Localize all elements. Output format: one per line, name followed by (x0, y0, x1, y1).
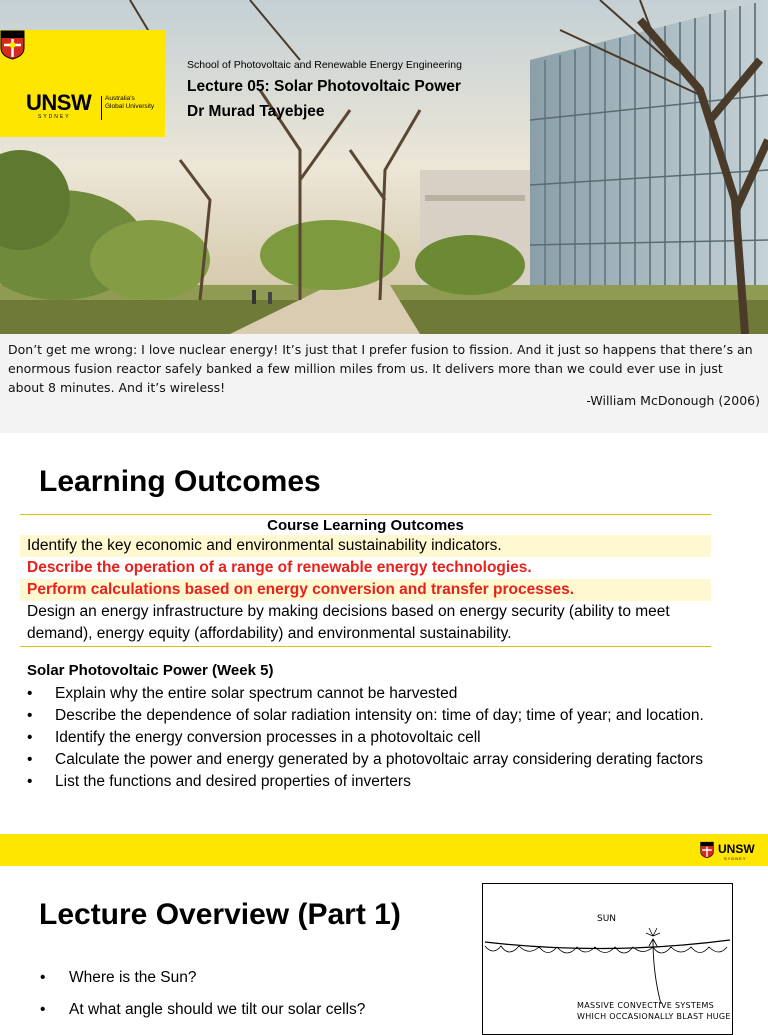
unsw-crest-icon (0, 30, 25, 60)
comic-caption-line: MASSIVE CONVECTIVE SYSTEMS (577, 1001, 715, 1010)
list-item: • Where is the Sun? (40, 962, 365, 994)
list-item: • At what angle should we tilt our solar cells? (40, 994, 365, 1026)
footer-logo-place: SYDNEY (724, 856, 747, 861)
slide-title: Lecture Overview (Part 1) (39, 898, 401, 931)
footer-bar (0, 834, 768, 866)
footer-logo (700, 840, 760, 862)
table-row: Identify the key economic and environmental sustainability indicators. (20, 535, 711, 557)
overview-list (40, 962, 365, 1026)
comic-sun-label: SUN (597, 914, 617, 924)
table-header: Course Learning Outcomes (20, 514, 711, 535)
logo-divider (101, 96, 102, 120)
xkcd-comic (482, 883, 733, 1035)
course-learning-outcomes-table (20, 514, 711, 647)
quote-attribution: -William McDonough (2006) (586, 393, 760, 408)
list-item: • Explain why the entire solar spectrum cannot be harvested (27, 683, 742, 705)
learning-outcomes-slide (0, 433, 768, 866)
list-item: • List the functions and desired properties of inverters (27, 771, 742, 793)
title-slide (0, 0, 768, 433)
lecture-overview-slide (0, 866, 768, 1024)
list-item: • Identify the energy conversion processes in a photovoltaic cell (27, 727, 742, 749)
week-outcomes-list (27, 683, 742, 793)
unsw-crest-icon (700, 840, 714, 860)
footer-logo-wordmark: UNSW (718, 842, 755, 856)
lecturer-name: Dr Murad Tayebjee (187, 103, 325, 120)
quote-band (0, 334, 768, 433)
table-row: Design an energy infrastructure by making decisions based on energy security (ability to meet demand), energy equity (affordability) and environmental sustainability. (20, 601, 711, 647)
table-row-highlighted: Describe the operation of a range of renewable energy technologies. (27, 559, 532, 576)
quote-text: Don’t get me wrong: I love nuclear energy! It’s just that I prefer fusion to fission. And it just so happens that there’s an enormous fusion reactor safely banked a few million miles from us. It delivers more than we could ever use in just about 8 minutes. And it’s wireless! (8, 342, 753, 395)
list-item: • Calculate the power and energy generated by a photovoltaic array considering derating factors (27, 749, 742, 771)
slide-title: Learning Outcomes (39, 465, 321, 498)
logo-wordmark: UNSW (26, 90, 92, 115)
unsw-logo (0, 30, 165, 137)
logo-place: SYDNEY (38, 114, 71, 120)
school-name: School of Photovoltaic and Renewable Energy Engineering (187, 59, 462, 71)
campus-photo (0, 0, 768, 334)
list-item: • Describe the dependence of solar radiation intensity on: time of day; time of year; and location. (27, 705, 742, 727)
comic-caption (577, 1000, 731, 1022)
week-heading: Solar Photovoltaic Power (Week 5) (27, 662, 274, 679)
comic-caption-line: WHICH OCCASIONALLY BLAST HUGE (577, 1012, 731, 1021)
lecture-title: Lecture 05: Solar Photovoltaic Power (187, 78, 461, 95)
table-row-highlighted: Perform calculations based on energy conversion and transfer processes. (20, 579, 711, 601)
logo-tagline: Australia's Global University (105, 95, 155, 110)
